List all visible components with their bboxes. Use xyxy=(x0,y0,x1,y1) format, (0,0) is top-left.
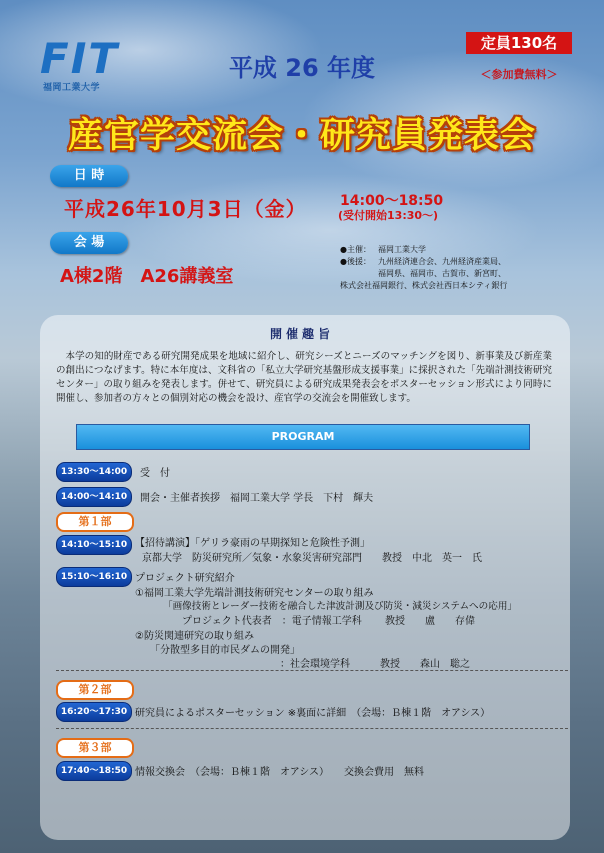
project-item-1-detail: 「画像技術とレーダー技術を融合した津波計測及び防災・減災システムへの応用」 xyxy=(163,601,518,612)
part1-label: 第１部 xyxy=(56,512,134,532)
registration-text: 受 付 xyxy=(140,468,170,479)
poster-session-text: 研究員によるポスターセッション ※裏面に詳細 （会場：Ｂ棟１階 オアシス） xyxy=(135,708,491,719)
project-item-2-rep: ：社会環境学科 教授 森山 聡之 xyxy=(280,659,470,670)
time-slot: 14:00～14:10 xyxy=(56,487,132,507)
time-slot: 16:20～17:30 xyxy=(56,702,132,722)
venue-label: 会 場 xyxy=(50,232,128,254)
project-item-2: ②防災関連研究の取り組み xyxy=(135,631,254,642)
support-line: 株式会社福岡銀行、株式会社西日本シティ銀行 xyxy=(340,281,508,290)
fit-logo: FIT xyxy=(40,34,119,83)
time-slot: 15:10～16:10 xyxy=(56,567,132,587)
capacity-badge: 定員130名 xyxy=(466,32,572,54)
host-label: ●主催： xyxy=(340,245,371,254)
time-slot: 14:10～15:10 xyxy=(56,535,132,555)
purpose-text: 本学の知的財産である研究開発成果を地域に紹介し、研究シーズとニーズのマッチングを図り、新事業及び新産業の創出につなげます。特に本年度は、文科省の「私立大学研究基盤形成支援事業」に採択された「先端計測技術研究センター」の取り組みを発表します。併せて、研究員による研究成果発表会をポスターセッション形式により同時に開催し、参加者の方々との個別対応の機会を設け、産官学の交流会を開催致します。 xyxy=(56,351,552,404)
university-name: 福岡工業大学 xyxy=(43,83,101,93)
support-line: 九州経済連合会、九州経済産業局、 xyxy=(378,257,506,266)
projects-title: プロジェクト研究紹介 xyxy=(135,573,235,584)
free-entry-note: ＜参加費無料＞ xyxy=(480,68,558,81)
project-item-1: ①福岡工業大学先端計測技術研究センターの取り組み xyxy=(135,588,374,599)
support-line: 福岡県、福岡市、古賀市、新宮町、 xyxy=(378,269,506,278)
host: 福岡工業大学 xyxy=(378,245,426,254)
part3-label: 第３部 xyxy=(56,738,134,758)
project-item-1-rep: プロジェクト代表者 ：電子情報工学科 教授 盧 存偉 xyxy=(182,616,475,627)
event-time: 14:00～18:50 xyxy=(340,193,444,209)
project-item-2-detail: 「分散型多目的市民ダムの開発」 xyxy=(150,645,300,656)
reception-time: (受付開始13:30～) xyxy=(338,209,439,222)
organizers xyxy=(340,244,507,292)
opening-text: 開会・主催者挨拶 福岡工業大学 学長 下村 輝夫 xyxy=(140,493,374,504)
time-slot: 17:40～18:50 xyxy=(56,761,132,781)
part2-label: 第２部 xyxy=(56,680,134,700)
time-slot: 13:30～14:00 xyxy=(56,462,132,482)
divider xyxy=(56,670,568,671)
datetime-label: 日 時 xyxy=(50,165,128,187)
program-heading: PROGRAM xyxy=(76,424,530,450)
event-year: 平成 26 年度 xyxy=(228,54,376,82)
networking-text: 情報交換会 （会場：Ｂ棟１階 オアシス） 交換会費用 無料 xyxy=(135,767,424,778)
lecture-title: 【招待講演】「ゲリラ豪雨の早期探知と危険性予測」 xyxy=(135,538,370,549)
lecture-speaker: 京都大学 防災研究所／気象・水象災害研究部門 教授 中北 英一 氏 xyxy=(142,553,482,564)
venue-place: A棟2階 A26講義室 xyxy=(60,266,234,287)
divider xyxy=(56,728,568,729)
purpose-heading: 開催趣旨 xyxy=(269,327,334,341)
support-label: ●後援： xyxy=(340,257,371,266)
event-date: 平成26年10月3日（金） xyxy=(64,197,307,221)
event-title: 産官学交流会・研究員発表会 xyxy=(67,116,536,156)
